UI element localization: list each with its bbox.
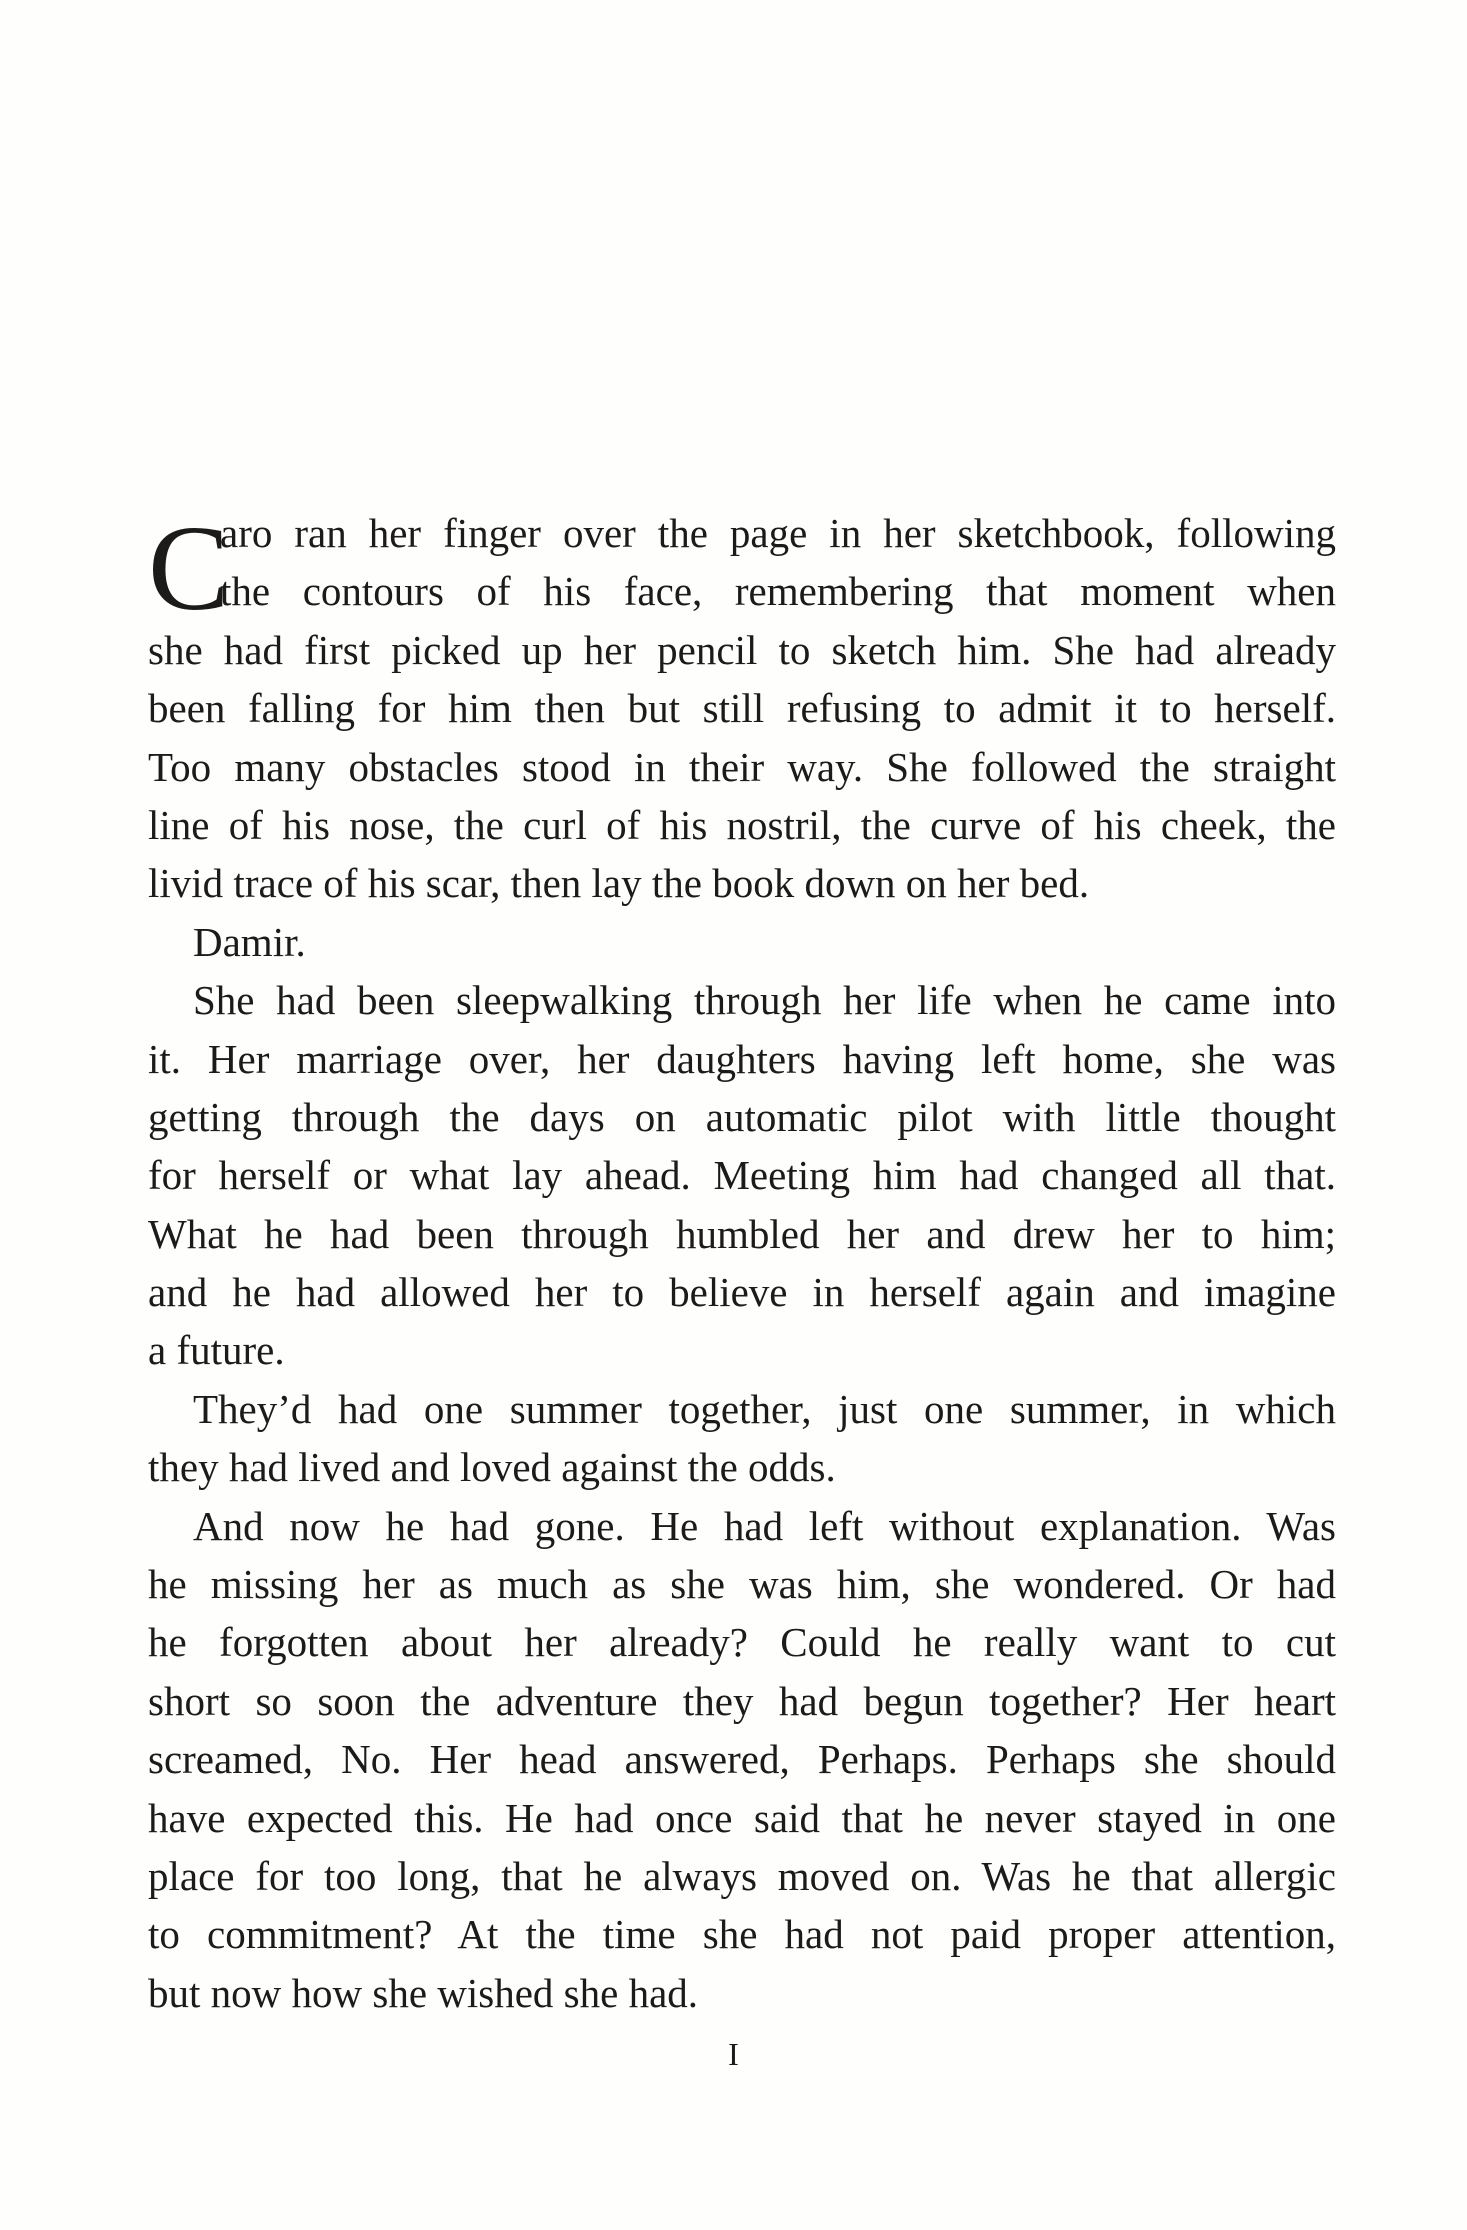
text-line: she had first picked up her pencil to sketch him. She had already (148, 626, 1336, 673)
text-line: he missing her as much as she was him, she wondered. Or had (148, 1561, 1336, 1608)
text-line: line of his nose, the curl of his nostril, the curve of his cheek, the (148, 801, 1336, 848)
text-line: aro ran her finger over the page in her sketchbook, following (220, 510, 1336, 556)
text-line: to commitment? At the time she had not paid proper attention, (148, 1911, 1336, 1958)
text-line: They’d had one summer together, just one summer, in which (193, 1385, 1336, 1432)
body-text (148, 501, 1336, 2022)
text-line: short so soon the adventure they had begun together? Her heart (148, 1677, 1336, 1724)
text-line: it. Her marriage over, her daughters having left home, she was (148, 1035, 1336, 1082)
text-line: they had lived and loved against the odds. (148, 1444, 836, 1491)
text-line: and he had allowed her to believe in herself again and imagine (148, 1269, 1336, 1316)
page-number: I (728, 2036, 739, 2072)
text-line: And now he had gone. He had left without explanation. Was (193, 1502, 1336, 1549)
text-line: the contours of his face, remembering that moment when (220, 568, 1336, 615)
text-line: livid trace of his scar, then lay the book down on her bed. (148, 860, 1090, 907)
text-line: been falling for him then but still refusing to admit it to herself. (148, 685, 1336, 732)
text-line: but now how she wished she had. (148, 1969, 699, 2016)
text-line: Too many obstacles stood in their way. She followed the straight (148, 743, 1336, 790)
drop-cap: C (148, 501, 230, 636)
text-line: She had been sleepwalking through her life when he came into (193, 977, 1336, 1024)
text-line: place for too long, that he always moved on. Was he that allergic (148, 1852, 1336, 1899)
text-line: getting through the days on automatic pilot with little thought (148, 1093, 1336, 1140)
text-line: have expected this. He had once said that he never stayed in one (148, 1794, 1336, 1841)
text-line: What he had been through humbled her and drew her to him; (148, 1210, 1336, 1257)
text-line: a future. (148, 1327, 285, 1374)
text-line: Damir. (193, 918, 306, 965)
text-line: he forgotten about her already? Could he really want to cut (148, 1619, 1336, 1666)
text-line: screamed, No. Her head answered, Perhaps. Perhaps she should (148, 1736, 1336, 1783)
text-line: for herself or what lay ahead. Meeting him had changed all that. (148, 1152, 1336, 1199)
